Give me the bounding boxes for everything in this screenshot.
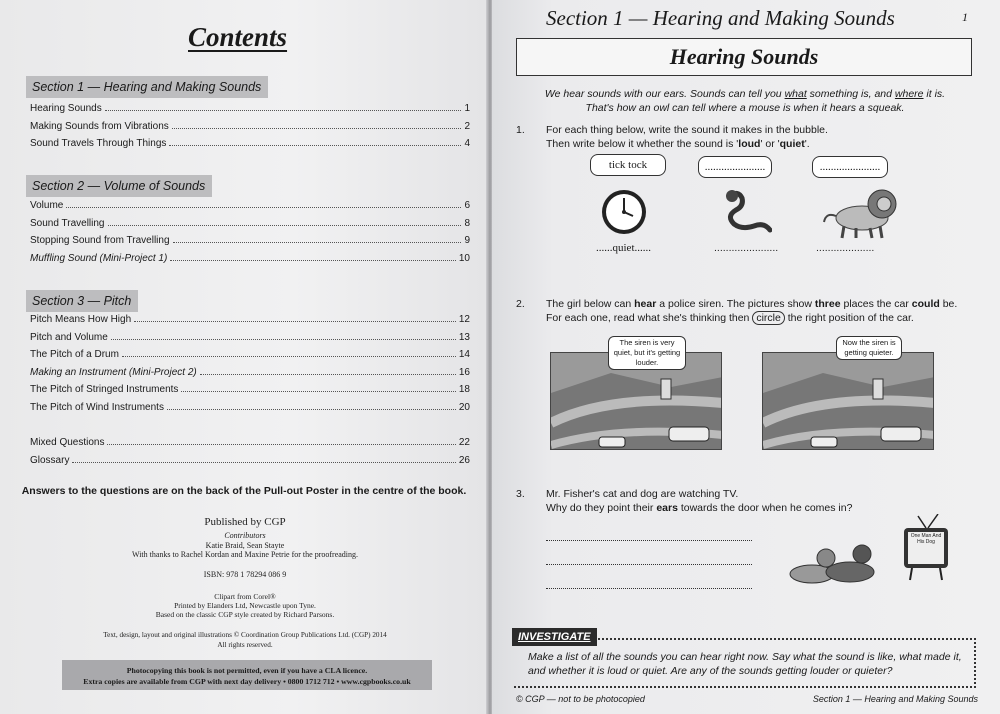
toc-entry-title: Mixed Questions [30,437,105,448]
toc-entry[interactable] [30,329,470,347]
toc-entry-page: 26 [458,454,470,466]
cat-and-dog-icon [782,536,878,586]
answer-line[interactable] [546,588,752,589]
toc-entry-page: 10 [458,252,470,264]
sound-bubble-snake[interactable]: ...................... [698,156,772,178]
toc-entry[interactable] [30,232,470,250]
answer-line[interactable] [546,564,752,565]
answer-snake[interactable]: ...................... [714,242,779,254]
toc-entry-page: 9 [464,235,470,246]
toc-entry-title: Glossary [30,454,70,466]
toc-entry-page: 13 [458,331,470,343]
toc-entry[interactable] [30,311,470,329]
footer-section: Section 1 — Hearing and Making Sounds [812,694,978,704]
toc-entry-title: Making Sounds from Vibrations [30,120,169,132]
isbn: ISBN: 978 1 78294 086 9 [203,570,287,579]
lesson-title: Hearing Sounds [516,38,972,76]
answers-note: Answers to the questions are on the back of the Pull-out Poster in the centre of the book. [21,485,467,497]
section-heading: Section 2 — Volume of Sounds [26,175,212,197]
toc-entry-title: The Pitch of a Drum [30,349,119,360]
toc-section-2 [30,197,470,267]
sound-bubble-lion[interactable]: ...................... [812,156,888,178]
page-title: Contents [188,22,288,52]
tv-icon [902,514,950,584]
thought-bubble-1: The siren is very quiet, but it's getting louder. [608,336,686,370]
toc-entry-title: Muffling Sound (Mini-Project 1) [30,252,168,264]
section-title: Section 1 — Hearing and Making Sounds [546,6,895,30]
toc-entry-page: 6 [464,200,470,211]
toc-entry-title: The Pitch of Wind Instruments [30,401,164,413]
toc-entry-page: 22 [458,437,470,448]
toc-entry-page: 4 [464,138,470,149]
toc-entry-title: Stopping Sound from Travelling [30,235,170,246]
toc-entry-page: 1 [464,103,470,114]
printer-credit: Printed by Elanders Ltd, Newcastle upon Tyne. [174,601,316,610]
toc-entry[interactable] [30,135,470,153]
toc-entry-page: 16 [458,366,470,378]
lion-icon [822,182,902,240]
order-line: Extra copies are available from CGP with next day delivery • 0800 1712 712 • www.cgpbooks.co.uk [83,677,411,686]
toc-entry[interactable] [30,250,470,268]
thought-bubble-2: Now the siren is getting quieter. [836,336,902,360]
toc-entry[interactable] [30,381,470,399]
photocopy-line: Photocopying this book is not permitted, even if you have a CLA licence. [126,666,368,675]
question-2-text: The girl below can hear a police siren. The pictures show three places the car could be. For each one, read what she's thinking then circle the right position of the car. [546,298,958,324]
toc-extras [30,434,470,469]
question-number: 2. [516,298,525,310]
toc-entry-page: 20 [458,401,470,413]
answer-clock[interactable]: ......quiet...... [596,242,651,254]
toc-entry[interactable] [30,118,470,136]
question-1-text: For each thing below, write the sound it makes in the bubble. Then write below it whether the sound is 'loud' or 'quiet'. [546,124,828,150]
contents-page [0,0,488,714]
toc-entry-title: Pitch Means How High [30,314,132,325]
toc-entry-page: 12 [458,314,470,325]
toc-entry[interactable] [30,364,470,382]
copyright-line: Text, design, layout and original illustrations © Coordination Group Publications Ltd. (CGP) 2014 [103,631,387,639]
toc-entry-title: Hearing Sounds [30,103,102,114]
toc-section-3 [30,311,470,416]
worksheet-page [492,0,1000,714]
question-number: 1. [516,124,525,136]
toc-entry[interactable] [30,399,470,417]
photocopy-notice [62,660,432,690]
sound-bubble-clock[interactable]: tick tock [590,154,666,176]
toc-entry-title: Sound Travels Through Things [30,138,167,149]
snake-icon [716,188,772,240]
toc-entry-title: Volume [30,200,64,211]
toc-entry[interactable] [30,215,470,233]
rights-reserved: All rights reserved. [217,641,273,649]
tv-screen-label: One Man And His Dog [910,533,942,545]
investigate-label: INVESTIGATE [512,628,597,646]
thanks-note: With thanks to Rachel Kordan and Maxine Petrie for the proofreading. [131,550,359,559]
investigate-text: Make a list of all the sounds you can hear right now. Say what the sound is like, what made it, and whether it is loud or quiet. Are any of the sounds getting louder or quieter? [528,651,962,677]
toc-entry-title: Sound Travelling [30,217,105,229]
answer-line[interactable] [546,540,752,541]
answer-lion[interactable]: .................... [816,242,875,254]
clock-icon [600,188,648,236]
toc-entry-title: Making an Instrument (Mini-Project 2) [30,366,197,378]
road-illustration [763,353,934,450]
toc-entry-page: 8 [464,217,470,229]
toc-section-1 [30,100,470,153]
toc-entry-title: Pitch and Volume [30,331,108,343]
page-number: 1 [962,10,968,24]
contributors-label: Contributors [224,531,266,540]
question-3-text: Mr. Fisher's cat and dog are watching TV. Why do they point their ears towards the door when he comes in? [546,488,853,514]
toc-entry[interactable] [30,434,470,452]
siren-scene-2[interactable] [762,352,934,450]
toc-entry[interactable] [30,452,470,470]
toc-entry[interactable] [30,346,470,364]
toc-entry[interactable] [30,100,470,118]
toc-entry[interactable] [30,197,470,215]
question-number: 3. [516,488,525,500]
footer-copyright: © CGP — not to be photocopied [516,694,645,704]
clipart-credit: Clipart from Corel® [214,592,276,601]
section-heading: Section 1 — Hearing and Making Sounds [26,76,268,98]
section-heading: Section 3 — Pitch [26,290,138,312]
toc-entry-page: 14 [458,349,470,360]
intro-line-2: That's how an owl can tell where a mouse is when it hears a squeak. [585,102,905,114]
toc-entry-page: 18 [458,384,470,395]
style-credit: Based on the classic CGP style created by Richard Parsons. [155,610,335,619]
toc-entry-page: 2 [464,120,470,132]
intro-line-1: We hear sounds with our ears. Sounds can tell you what something is, and where it is. [544,88,946,100]
published-by: Published by CGP [204,516,286,528]
toc-entry-title: The Pitch of Stringed Instruments [30,384,179,395]
contributors: Katie Braid, Sean Stayte [205,541,285,550]
